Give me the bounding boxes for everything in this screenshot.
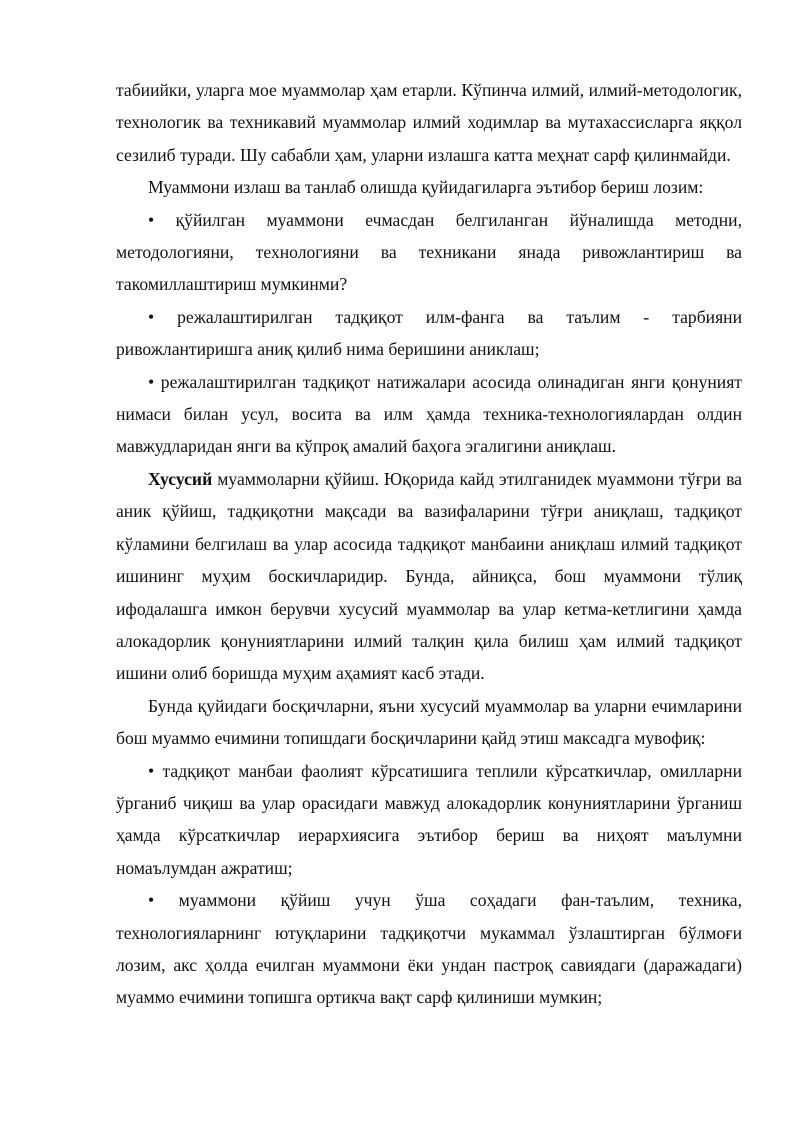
paragraph: Бунда қуйидаги босқичларни, яъни хусусий муаммолар ва уларни ечимларини бош муаммо ечимини топишдаги босқичларини қайд этиш максадга мувофиқ: xyxy=(116,695,742,749)
paragraph: табиийки, уларга мое муаммолар ҳам етарли. Кўпинча илмий, илмий-методологик, технологик ва техникавий муаммолар илмий ходимлар ва мутахассисларга яққол сезилиб туради. Шу сабабли ҳам, уларни излашга катта меҳнат сарф қилинмайди. xyxy=(116,80,742,165)
bullet-item: • режалаштирилган тадқиқот илм-фанга ва таълим - тарбияни ривожлантиришга аниқ қилиб нима беришини аниклаш; xyxy=(116,306,742,360)
bullet-item: • муаммони қўйиш учун ўша соҳадаги фан-таълим, техника, технологияларнинг ютуқларини тадқиқотчи мукаммал ўзлаштирган бўлмоғи лозим, акс ҳолда ечилган муаммони ёки ундан пастроқ савиядаги (даражадаги) муаммо ечимини топишга ортикча вақт сарф қилиниши мумкин; xyxy=(116,890,742,1008)
bold-term: Хусусий xyxy=(148,468,213,489)
paragraph: Муаммони излаш ва танлаб олишда қуйидагиларга эътибор бериш лозим: xyxy=(148,177,704,198)
document-body xyxy=(116,74,742,1014)
paragraph-text: муаммоларни қўйиш. Юқорида кайд этилганидек муаммони тўғри ва аник қўйиш, тадқиқотни мақсади ва вазифаларини тўғри аниқлаш, тадқиқот кўламини белгилаш ва улар асосида тадқиқот манбаини аниқлаш илмий тадқиқот ишининг муҳим боскичларидир. Бунда, айниқса, бош муаммони тўлиқ ифодалашга имкон берувчи хусусий муаммолар ва улар кетма-кетлигини ҳамда алокадорлик қонуниятларини илмий талқин қила билиш ҳам илмий тадқиқот ишини олиб боришда муҳим аҳамият касб этади. xyxy=(116,468,742,684)
paragraph xyxy=(116,463,742,690)
bullet-item: • тадқиқот манбаи фаолият кўрсатишига теплили кўрсаткичлар, омилларни ўрганиб чиқиш ва улар орасидаги мавжуд алокадорлик конуниятларини ўрганиш ҳамда кўрсаткичлар иерархиясига эътибор бериш ва ниҳоят маълумни номаълумдан ажратиш; xyxy=(116,760,742,878)
bullet-item: • қўйилган муаммони ечмасдан белгиланган йўналишда методни, методологияни, технологияни ва техникани янада ривожлантириш ва такомиллаштириш мумкинми? xyxy=(116,209,742,295)
bullet-item: • режалаштирилган тадқиқот натижалари асосида олинадиган янги қонуният нимаси билан усул, восита ва илм ҳамда техника-технологиялардан олдин мавжудларидан янги ва кўпроқ амалий баҳога эгалигини аниқлаш. xyxy=(116,371,742,457)
